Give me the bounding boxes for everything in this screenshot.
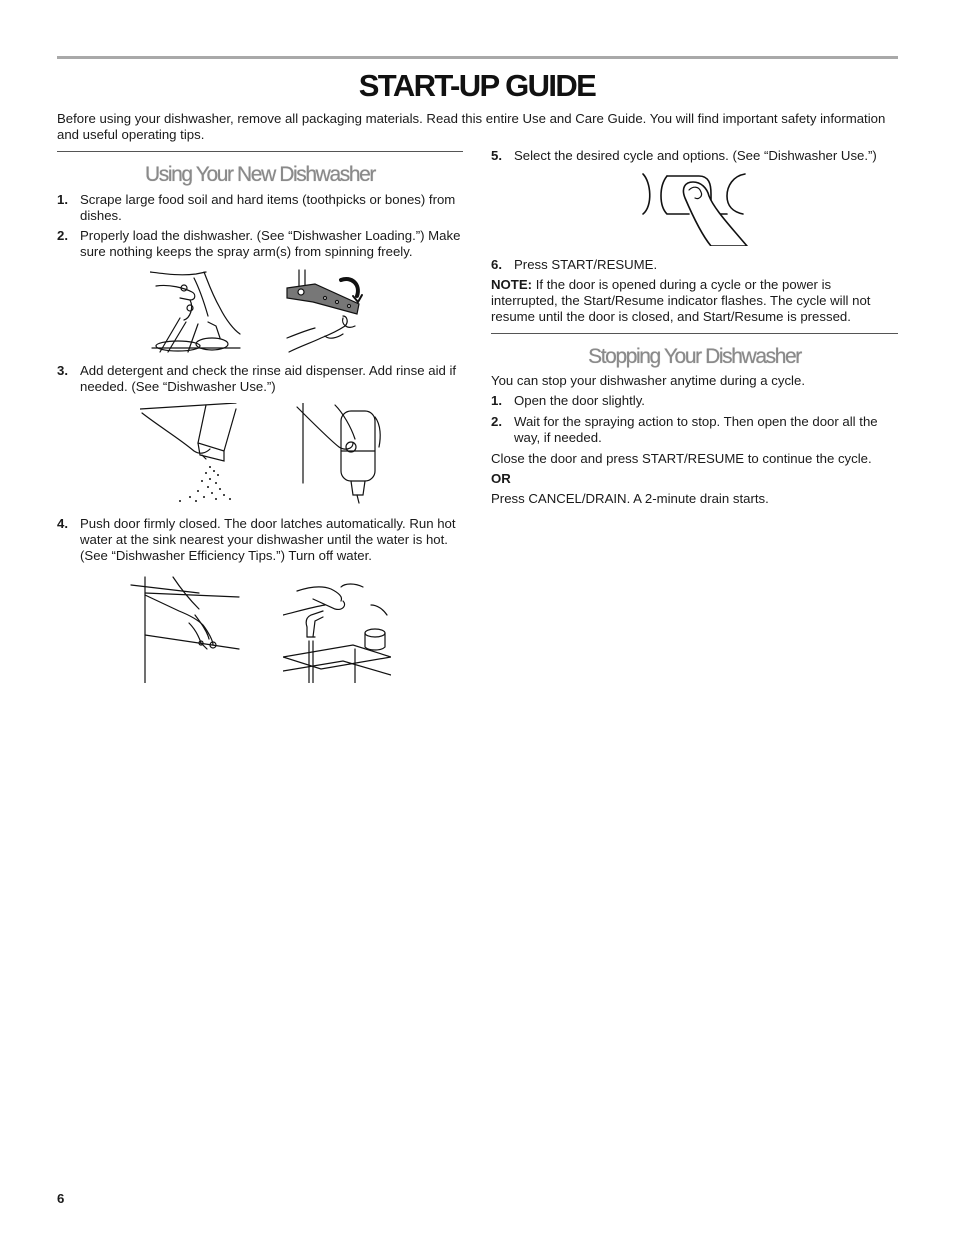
step-text: Push door firmly closed. The door latches automatically. Run hot water at the sink nearest your dishwasher until the water is hot. (See “Dishwasher Efficiency Tips.”) Turn off water. [80, 516, 456, 563]
cancel-drain-text: Press CANCEL/DRAIN. A 2-minute drain starts. [491, 491, 769, 506]
continue-cycle-text: Close the door and press START/RESUME to continue the cycle. [491, 451, 872, 466]
press-button-illustration [639, 172, 749, 246]
step-number: 1. [57, 192, 68, 207]
step-number: 3. [57, 363, 68, 378]
step-3 [57, 363, 463, 395]
step-4 [57, 516, 463, 564]
intro-paragraph: Before using your dishwasher, remove all packaging materials. Read this entire Use and Care Guide. You will find important safety information and useful operating tips. [57, 111, 886, 142]
step-text: Open the door slightly. [514, 393, 645, 408]
step-text: Properly load the dishwasher. (See “Dishwasher Loading.”) Make sure nothing keeps the spray arm(s) from spinning freely. [80, 228, 461, 259]
figures-step-2 [150, 268, 463, 356]
note-label: NOTE: [491, 277, 533, 292]
section-rule-stopping [491, 333, 898, 334]
step-number: 4. [57, 516, 68, 531]
scrape-dishes-illustration [150, 268, 242, 356]
page-number: 6 [57, 1191, 65, 1206]
step-number: 2. [491, 414, 502, 429]
step-number: 2. [57, 228, 68, 243]
step-1 [57, 192, 463, 224]
or-label: OR [491, 471, 511, 486]
figures-step-4 [129, 575, 463, 683]
step-number: 5. [491, 148, 502, 163]
step-6 [491, 257, 898, 273]
left-column [57, 148, 463, 683]
page-title: START-UP GUIDE [358, 68, 596, 103]
section-rule-using [57, 151, 463, 152]
close-door-illustration [129, 575, 241, 683]
step-number: 6. [491, 257, 502, 272]
step-text: Scrape large food soil and hard items (toothpicks or bones) from dishes. [80, 192, 456, 223]
stopping-step-2 [491, 414, 898, 446]
step-text: Add detergent and check the rinse aid dispenser. Add rinse aid if needed. (See “Dishwasher Use.”) [80, 363, 457, 394]
section-heading-using: Using Your New Dishwasher [145, 163, 375, 186]
stopping-step-1 [491, 393, 898, 409]
section-heading-stopping: Stopping Your Dishwasher [588, 345, 801, 368]
note-text: If the door is opened during a cycle or the power is interrupted, the Start/Resume indicator flashes. The cycle will not resume until the door is closed, and Start/Resume is pressed. [491, 277, 871, 324]
step-text: Select the desired cycle and options. (See “Dishwasher Use.”) [514, 148, 877, 163]
add-detergent-illustration [140, 403, 242, 505]
note-paragraph [491, 277, 898, 325]
rinse-aid-illustration [295, 403, 383, 505]
figures-step-3 [140, 403, 463, 505]
step-5 [491, 148, 898, 164]
step-number: 1. [491, 393, 502, 408]
step-2 [57, 228, 463, 260]
spray-arm-illustration [285, 268, 365, 356]
step-text: Wait for the spraying action to stop. Then open the door all the way, if needed. [514, 414, 878, 445]
figure-step-5 [639, 172, 898, 246]
top-rule [57, 56, 898, 59]
step-text: Press START/RESUME. [514, 257, 658, 272]
run-hot-water-illustration [283, 575, 391, 683]
right-column [491, 148, 898, 507]
stopping-intro: You can stop your dishwasher anytime during a cycle. [491, 373, 805, 388]
